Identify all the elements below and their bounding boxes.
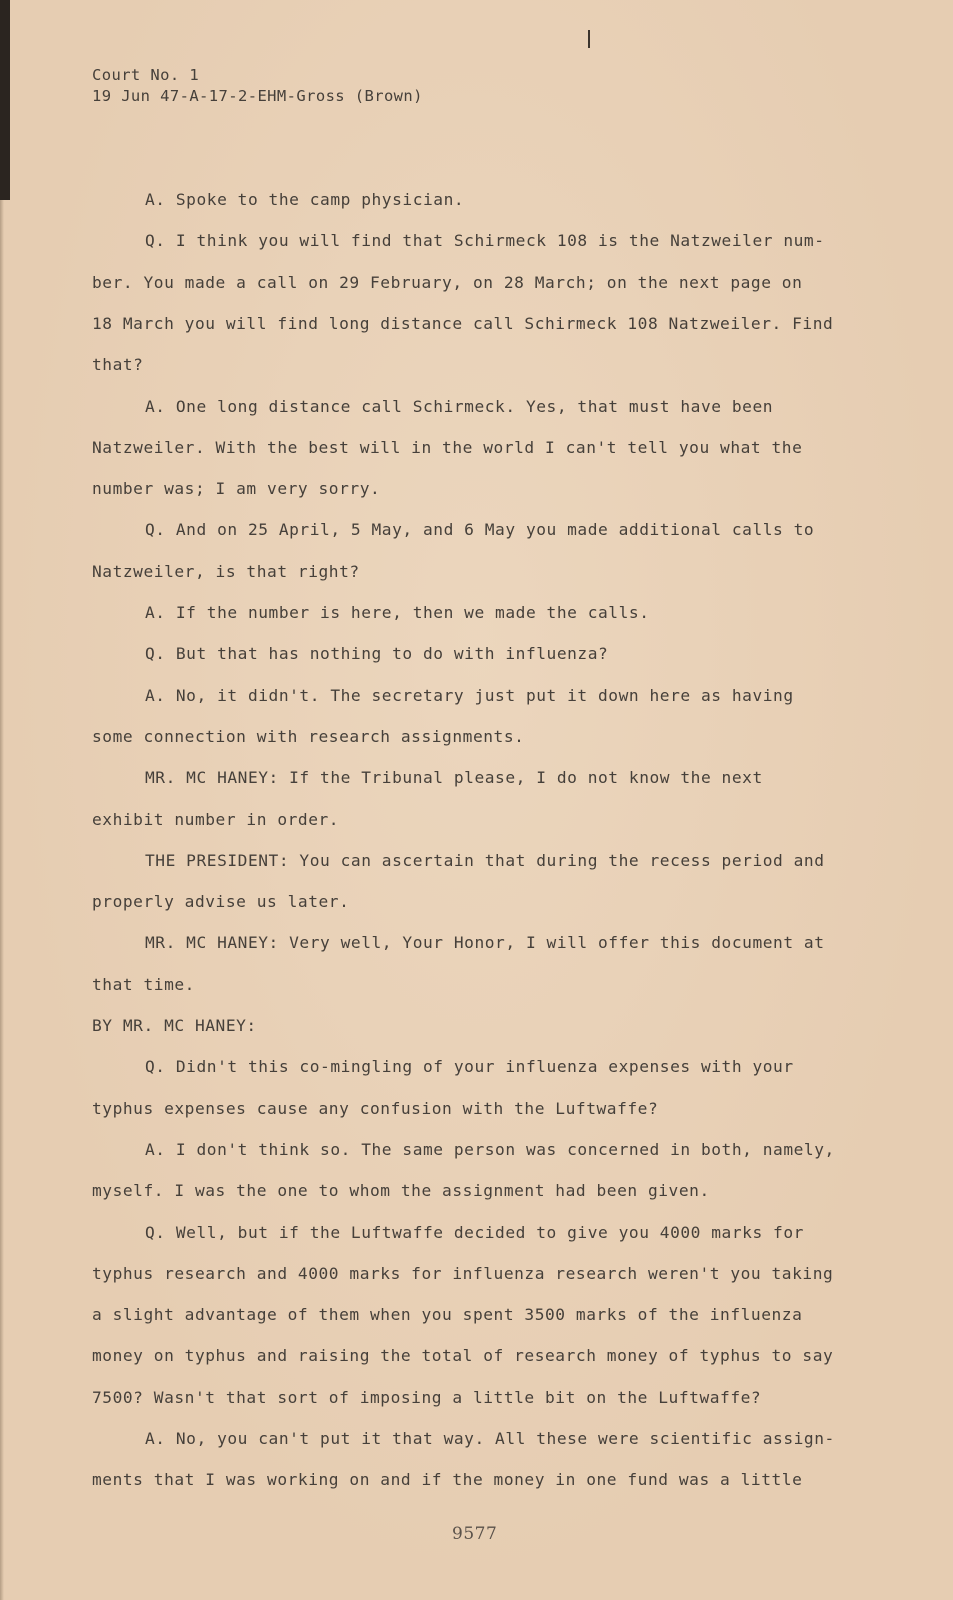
court-number: Court No. 1 <box>92 66 200 84</box>
transcript-line: number was; I am very sorry. <box>92 479 381 498</box>
transcript-line: BY MR. MC HANEY: <box>92 1016 257 1035</box>
document-reference: 19 Jun 47-A-17-2-EHM-Gross (Brown) <box>92 87 423 105</box>
scan-edge-shadow <box>0 0 10 200</box>
transcript-line: Q. And on 25 April, 5 May, and 6 May you made additional calls to <box>145 520 815 539</box>
transcript-line: Natzweiler, is that right? <box>92 562 360 581</box>
transcript-line: a slight advantage of them when you spent 3500 marks of the influenza <box>92 1305 803 1324</box>
transcript-line: 7500? Wasn't that sort of imposing a little bit on the Luftwaffe? <box>92 1388 762 1407</box>
transcript-line: Natzweiler. With the best will in the world I can't tell you what the <box>92 438 803 457</box>
transcript-line: myself. I was the one to whom the assignment had been given. <box>92 1181 710 1200</box>
transcript-line: Q. Didn't this co-mingling of your influenza expenses with your <box>145 1057 794 1076</box>
transcript-line: MR. MC HANEY: Very well, Your Honor, I will offer this document at <box>145 933 825 952</box>
transcript-line: A. I don't think so. The same person was concerned in both, namely, <box>145 1140 835 1159</box>
transcript-line: that time. <box>92 975 195 994</box>
transcript-line: properly advise us later. <box>92 892 350 911</box>
transcript-line: 18 March you will find long distance call Schirmeck 108 Natzweiler. Find <box>92 314 834 333</box>
transcript-line: money on typhus and raising the total of research money of typhus to say <box>92 1346 834 1365</box>
transcript-line: exhibit number in order. <box>92 810 340 829</box>
transcript-line: A. One long distance call Schirmeck. Yes, that must have been <box>145 397 774 416</box>
transcript-line: Q. But that has nothing to do with influenza? <box>145 644 609 663</box>
transcript-line: A. No, it didn't. The secretary just put it down here as having <box>145 686 794 705</box>
transcript-line: ments that I was working on and if the money in one fund was a little <box>92 1470 803 1489</box>
transcript-line: typhus expenses cause any confusion with the Luftwaffe? <box>92 1099 659 1118</box>
page-number: 9577 <box>452 1524 498 1544</box>
transcript-line: A. No, you can't put it that way. All these were scientific assign- <box>145 1429 835 1448</box>
transcript-line: that? <box>92 355 144 374</box>
transcript-line: Q. Well, but if the Luftwaffe decided to give you 4000 marks for <box>145 1223 804 1242</box>
transcript-line: typhus research and 4000 marks for influenza research weren't you taking <box>92 1264 834 1283</box>
transcript-line: MR. MC HANEY: If the Tribunal please, I do not know the next <box>145 768 763 787</box>
scan-edge-fade <box>0 200 4 1600</box>
transcript-line: some connection with research assignments. <box>92 727 525 746</box>
transcript-line: A. Spoke to the camp physician. <box>145 190 465 209</box>
transcript-line: A. If the number is here, then we made the calls. <box>145 603 650 622</box>
transcript-line: ber. You made a call on 29 February, on 28 March; on the next page on <box>92 273 803 292</box>
ink-mark <box>588 30 590 48</box>
transcript-line: THE PRESIDENT: You can ascertain that during the recess period and <box>145 851 825 870</box>
transcript-line: Q. I think you will find that Schirmeck 108 is the Natzweiler num- <box>145 231 825 250</box>
